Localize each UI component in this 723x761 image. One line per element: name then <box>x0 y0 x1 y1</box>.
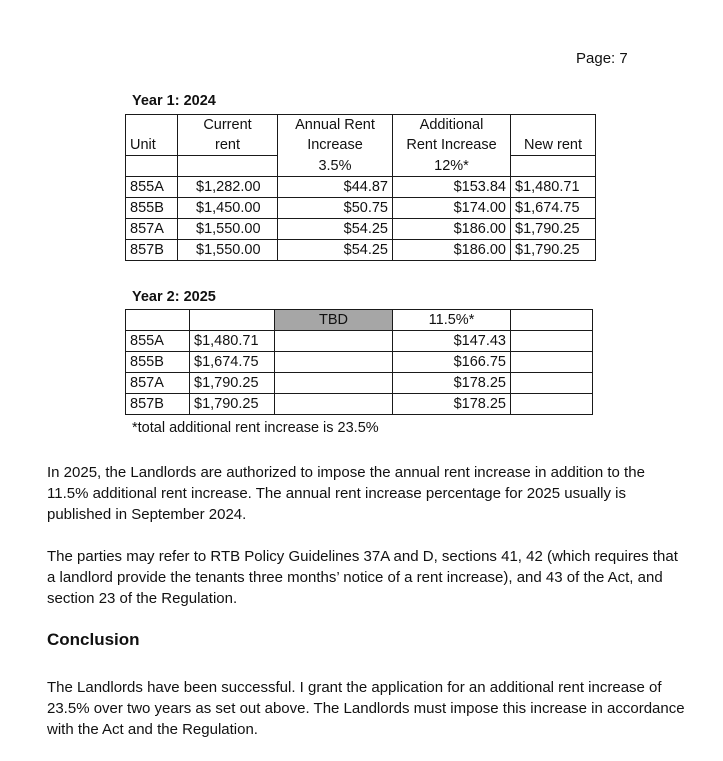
header-annual-pct: 3.5% <box>278 156 393 177</box>
paragraph-policy-references: The parties may refer to RTB Policy Guidelines 37A and D, sections 41, 42 (which requires that a landlord provide the tenants three months’ notice of a rent increase), and 43 of the Act, and section 23 of the Regulation. <box>47 548 678 607</box>
current-rent-cell: $1,790.25 <box>190 394 275 415</box>
table-row <box>126 373 593 394</box>
table-row <box>126 352 593 373</box>
header-additional-l1: Additional <box>393 115 511 136</box>
additional-increase-cell: $186.00 <box>393 219 511 240</box>
year1-heading: Year 1: 2024 <box>132 93 216 109</box>
new-rent-cell: $1,674.75 <box>511 198 596 219</box>
additional-increase-cell: $166.75 <box>393 352 511 373</box>
unit-cell: 855B <box>126 198 178 219</box>
unit-cell: 855A <box>126 177 178 198</box>
year1-header-row-1 <box>126 115 596 136</box>
new-rent-cell <box>511 331 593 352</box>
current-rent-cell: $1,550.00 <box>178 219 278 240</box>
header-additional-l2: Rent Increase <box>393 135 511 156</box>
current-rent-cell: $1,282.00 <box>178 177 278 198</box>
header-annual-l2: Increase <box>278 135 393 156</box>
table-row <box>126 219 596 240</box>
header-annual-l1: Annual Rent <box>278 115 393 136</box>
additional-increase-cell: $186.00 <box>393 240 511 261</box>
unit-cell: 857A <box>126 219 178 240</box>
new-rent-cell: $1,790.25 <box>511 240 596 261</box>
unit-cell: 857A <box>126 373 190 394</box>
additional-increase-cell: $147.43 <box>393 331 511 352</box>
header-additional-pct: 11.5%* <box>393 310 511 331</box>
additional-increase-cell: $174.00 <box>393 198 511 219</box>
page-number: Page: 7 <box>576 50 628 67</box>
year1-table <box>125 114 596 261</box>
conclusion-heading: Conclusion <box>47 630 140 649</box>
year1-header-row-2 <box>126 135 596 156</box>
footnote: *total additional rent increase is 23.5% <box>132 420 379 436</box>
header-annual-tbd: TBD <box>275 310 393 331</box>
additional-increase-cell: $153.84 <box>393 177 511 198</box>
new-rent-cell <box>511 352 593 373</box>
unit-cell: 857B <box>126 240 178 261</box>
paragraph-annual-increase: In 2025, the Landlords are authorized to impose the annual rent increase in addition to the 11.5% additional rent increase. The annual rent increase percentage for 2025 usually is published in September 2024. <box>47 464 645 523</box>
current-rent-cell: $1,550.00 <box>178 240 278 261</box>
new-rent-cell: $1,790.25 <box>511 219 596 240</box>
annual-increase-cell: $50.75 <box>278 198 393 219</box>
additional-increase-cell: $178.25 <box>393 373 511 394</box>
header-current-l1: Current <box>178 115 278 136</box>
year1-header-row-3 <box>126 156 596 177</box>
annual-increase-cell <box>275 352 393 373</box>
annual-increase-cell <box>275 331 393 352</box>
year2-heading: Year 2: 2025 <box>132 289 216 305</box>
new-rent-cell: $1,480.71 <box>511 177 596 198</box>
header-additional-pct: 12%* <box>393 156 511 177</box>
table-row <box>126 240 596 261</box>
unit-cell: 855A <box>126 331 190 352</box>
current-rent-cell: $1,674.75 <box>190 352 275 373</box>
header-current-l2: rent <box>178 135 278 156</box>
year2-header-row <box>126 310 593 331</box>
current-rent-cell: $1,450.00 <box>178 198 278 219</box>
annual-increase-cell: $44.87 <box>278 177 393 198</box>
annual-increase-cell: $54.25 <box>278 219 393 240</box>
unit-cell: 855B <box>126 352 190 373</box>
header-new-rent: New rent <box>511 135 596 156</box>
table-row <box>126 177 596 198</box>
new-rent-cell <box>511 394 593 415</box>
additional-increase-cell: $178.25 <box>393 394 511 415</box>
conclusion-text: The Landlords have been successful. I grant the application for an additional rent increase of 23.5% over two years as set out above. The Landlords must impose this increase in accordance with the Act and the Regulation. <box>47 679 685 738</box>
table-row <box>126 394 593 415</box>
annual-increase-cell <box>275 394 393 415</box>
new-rent-cell <box>511 373 593 394</box>
year2-table <box>125 309 593 415</box>
table-row <box>126 198 596 219</box>
annual-increase-cell: $54.25 <box>278 240 393 261</box>
unit-cell: 857B <box>126 394 190 415</box>
annual-increase-cell <box>275 373 393 394</box>
current-rent-cell: $1,480.71 <box>190 331 275 352</box>
table-row <box>126 331 593 352</box>
current-rent-cell: $1,790.25 <box>190 373 275 394</box>
header-unit: Unit <box>126 135 178 156</box>
